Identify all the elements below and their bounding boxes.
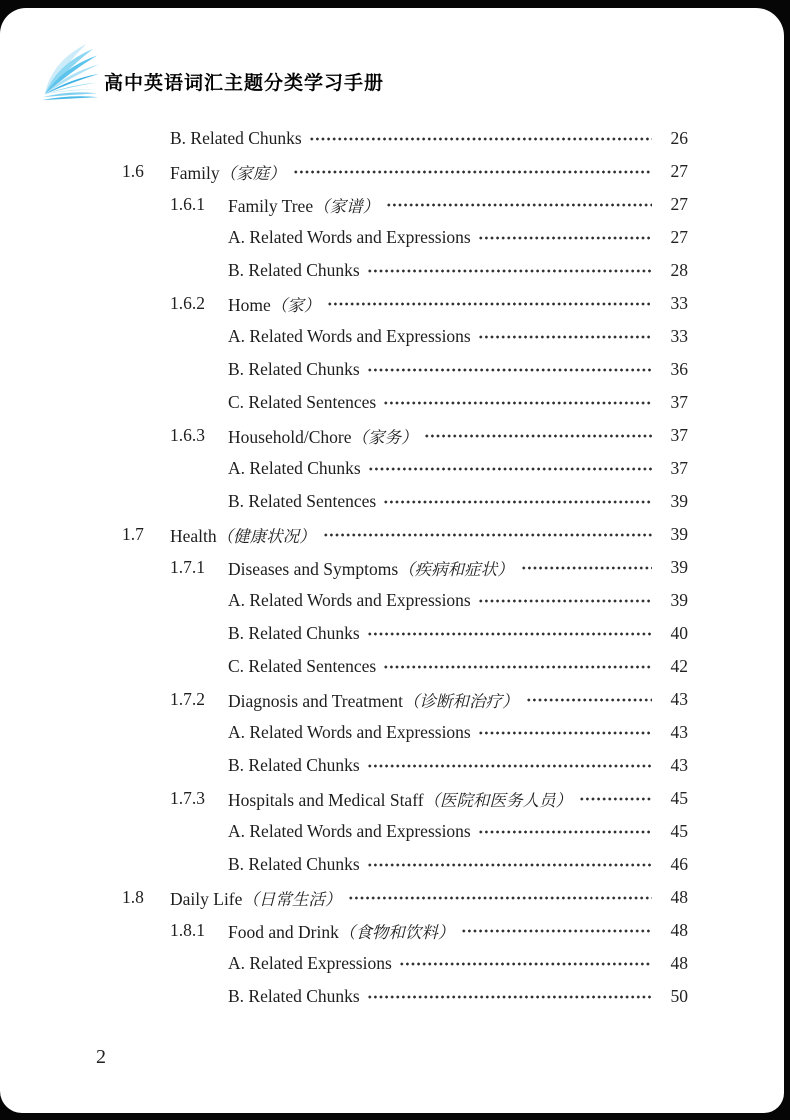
dot-leader (399, 947, 652, 980)
toc-entry-title (228, 953, 392, 974)
toc-entry-page: 43 (670, 722, 688, 742)
toc-entry-title-en: B. Related Chunks (228, 854, 360, 874)
toc-entry (0, 848, 688, 881)
toc-entry-number: 1.6 (122, 161, 144, 181)
toc-entry (0, 782, 688, 815)
open-book-fan-logo-icon (38, 42, 100, 102)
toc-entry-title-en: A. Related Words and Expressions (228, 821, 471, 841)
dot-leader (367, 254, 652, 287)
toc-entry-title-zh: （疾病和症状） (398, 559, 514, 579)
toc-entry (0, 287, 688, 320)
toc-entry-page: 39 (670, 557, 688, 577)
toc-entry-title-zh: （家庭） (219, 163, 286, 183)
toc-entry-title (228, 491, 376, 512)
dot-leader (367, 617, 652, 650)
toc-entry-title-en: A. Related Expressions (228, 953, 392, 973)
toc-entry-title-en: A. Related Words and Expressions (228, 227, 471, 247)
toc-entry-title (228, 590, 471, 611)
toc-entry-title-en: Food and Drink (228, 921, 339, 942)
toc-entry-title-en: Diagnosis and Treatment (228, 690, 403, 711)
toc-entry-page: 39 (670, 590, 688, 610)
toc-entry-page: 43 (670, 755, 688, 775)
toc-entry-title (170, 160, 286, 184)
toc-entry-title (228, 755, 360, 776)
toc-entry-title (228, 854, 360, 875)
dot-leader (478, 320, 652, 353)
toc-entry (0, 947, 688, 980)
dot-leader (478, 584, 652, 617)
toc-entry-title (228, 424, 417, 448)
page-number: 2 (96, 1046, 106, 1068)
toc-entry (0, 155, 688, 188)
toc-entry-number: 1.8 (122, 887, 144, 907)
dot-leader (367, 848, 652, 881)
toc-entry-title-en: Diseases and Symptoms (228, 558, 399, 579)
toc-entry-number: 1.6.1 (170, 194, 205, 214)
book-page (0, 8, 784, 1113)
toc-entry-title (228, 359, 360, 380)
toc-entry (0, 221, 688, 254)
dot-leader (367, 980, 652, 1013)
toc-entry (0, 419, 688, 452)
toc-entry-title (228, 292, 320, 316)
toc-entry-page: 28 (670, 260, 688, 280)
toc-entry-title-en: B. Related Chunks (170, 128, 302, 148)
toc-entry-title-zh: （医院和医务人员） (423, 790, 573, 810)
toc-entry-title (228, 688, 519, 712)
toc-entry (0, 617, 688, 650)
toc-entry-page: 43 (670, 689, 688, 709)
toc-entry-title-en: B. Related Chunks (228, 986, 360, 1006)
toc-entry-page: 45 (670, 788, 688, 808)
toc-entry (0, 749, 688, 782)
toc-entry-title (228, 919, 454, 943)
toc-entry (0, 485, 688, 518)
toc-entry (0, 683, 688, 716)
dot-leader (521, 551, 652, 584)
toc-entry-title-zh: （家谱） (313, 196, 380, 216)
toc-entry (0, 188, 688, 221)
toc-entry (0, 650, 688, 683)
toc-entry (0, 584, 688, 617)
toc-entry-title-en: Household/Chore (228, 426, 352, 447)
toc-entry-page: 48 (670, 953, 688, 973)
dot-leader (383, 650, 652, 683)
toc-entry-title (228, 392, 376, 413)
toc-entry-title (228, 821, 471, 842)
toc-entry-page: 26 (670, 128, 688, 148)
toc-entry (0, 881, 688, 914)
toc-entry-title (228, 986, 360, 1007)
book-title: 高中英语词汇主题分类学习手册 (104, 73, 385, 94)
toc-entry (0, 914, 688, 947)
toc-entry-title-en: A. Related Chunks (228, 458, 361, 478)
toc-entry-title (228, 623, 360, 644)
toc-entry-number: 1.7.2 (170, 689, 205, 709)
toc-entry (0, 320, 688, 353)
dot-leader (579, 782, 652, 815)
dot-leader (367, 749, 652, 782)
toc-entry (0, 518, 688, 551)
toc-entry-page: 46 (670, 854, 688, 874)
dot-leader (383, 485, 652, 518)
toc-entry-page: 45 (670, 821, 688, 841)
dot-leader (526, 683, 653, 716)
toc-entry (0, 551, 688, 584)
toc-entry-number: 1.7 (122, 524, 144, 544)
page-header (38, 38, 384, 102)
dot-leader (368, 452, 652, 485)
toc-entry-page: 39 (670, 491, 688, 511)
toc-entry-page: 48 (670, 920, 688, 940)
toc-entry-page: 37 (670, 425, 688, 445)
toc-entry-title-zh: （健康状况） (216, 526, 316, 546)
toc-entry-title-en: A. Related Words and Expressions (228, 326, 471, 346)
toc-entry-page: 40 (670, 623, 688, 643)
dot-leader (478, 221, 652, 254)
toc-entry-page: 37 (670, 392, 688, 412)
toc-entry-number: 1.6.3 (170, 425, 205, 445)
dot-leader (478, 716, 652, 749)
toc-entry-page: 27 (670, 227, 688, 247)
dot-leader (293, 155, 652, 188)
toc-entry-page: 37 (670, 458, 688, 478)
toc-entry-title-zh: （家务） (351, 427, 418, 447)
toc-entry-title-en: B. Related Chunks (228, 359, 360, 379)
toc-entry (0, 980, 688, 1013)
toc-entry-title-zh: （家） (270, 295, 321, 315)
toc-entry-title-en: Health (170, 525, 217, 546)
toc-entry-title-en: B. Related Chunks (228, 260, 360, 280)
dot-leader (383, 386, 652, 419)
toc-entry-title (170, 523, 316, 547)
dot-leader (386, 188, 652, 221)
dot-leader (309, 122, 652, 155)
toc-entry-title-en: A. Related Words and Expressions (228, 722, 471, 742)
toc-entry-title-zh: （日常生活） (242, 889, 342, 909)
toc-entry-title-en: Home (228, 294, 271, 315)
toc-entry-page: 39 (670, 524, 688, 544)
toc-entry-title-en: B. Related Chunks (228, 755, 360, 775)
toc-entry-title (170, 886, 341, 910)
toc-entry-page: 42 (670, 656, 688, 676)
toc-entry-title (228, 656, 376, 677)
toc-entry-title-en: C. Related Sentences (228, 656, 377, 676)
toc-entry-title (228, 787, 572, 811)
toc-entry-title-zh: （诊断和治疗） (403, 691, 519, 711)
toc-entry-title-zh: （食物和饮料） (338, 922, 455, 942)
toc-entry-title-en: Family (170, 162, 220, 183)
toc-entry-number: 1.8.1 (170, 920, 205, 940)
toc-entry-number: 1.6.2 (170, 293, 205, 313)
dot-leader (327, 287, 652, 320)
dot-leader (424, 419, 652, 452)
toc-entry-page: 36 (670, 359, 688, 379)
toc-entry-title (228, 326, 471, 347)
toc-entry (0, 122, 688, 155)
toc-entry-page: 33 (670, 326, 688, 346)
toc-entry-title-en: Family Tree (228, 195, 314, 216)
toc-entry-page: 27 (670, 161, 688, 181)
toc-entry-title-en: Daily Life (170, 888, 243, 909)
toc-entry-title (228, 193, 379, 217)
toc-entry-title-en: Hospitals and Medical Staff (228, 789, 424, 810)
toc-entry-number: 1.7.3 (170, 788, 205, 808)
toc-entry-title-en: A. Related Words and Expressions (228, 590, 471, 610)
dot-leader (348, 881, 652, 914)
toc-entry-title-en: B. Related Chunks (228, 623, 360, 643)
toc-entry-title (170, 128, 302, 149)
toc-entry-title (228, 458, 361, 479)
toc-entry-page: 27 (670, 194, 688, 214)
dot-leader (323, 518, 652, 551)
toc-entry-page: 48 (670, 887, 688, 907)
toc-entry (0, 254, 688, 287)
toc-entry (0, 452, 688, 485)
toc-entry (0, 815, 688, 848)
dot-leader (367, 353, 652, 386)
toc-entry-page: 33 (670, 293, 688, 313)
toc-entry-page: 50 (670, 986, 688, 1006)
toc (0, 122, 688, 1013)
toc-entry-title-en: C. Related Sentences (228, 392, 377, 412)
toc-entry-title-en: B. Related Sentences (228, 491, 377, 511)
toc-entry (0, 386, 688, 419)
toc-entry (0, 353, 688, 386)
dot-leader (461, 914, 652, 947)
dot-leader (478, 815, 652, 848)
toc-entry-number: 1.7.1 (170, 557, 205, 577)
toc-entry-title (228, 556, 514, 580)
toc-entry-title (228, 260, 360, 281)
toc-entry-title (228, 722, 471, 743)
toc-entry (0, 716, 688, 749)
toc-entry-title (228, 227, 471, 248)
